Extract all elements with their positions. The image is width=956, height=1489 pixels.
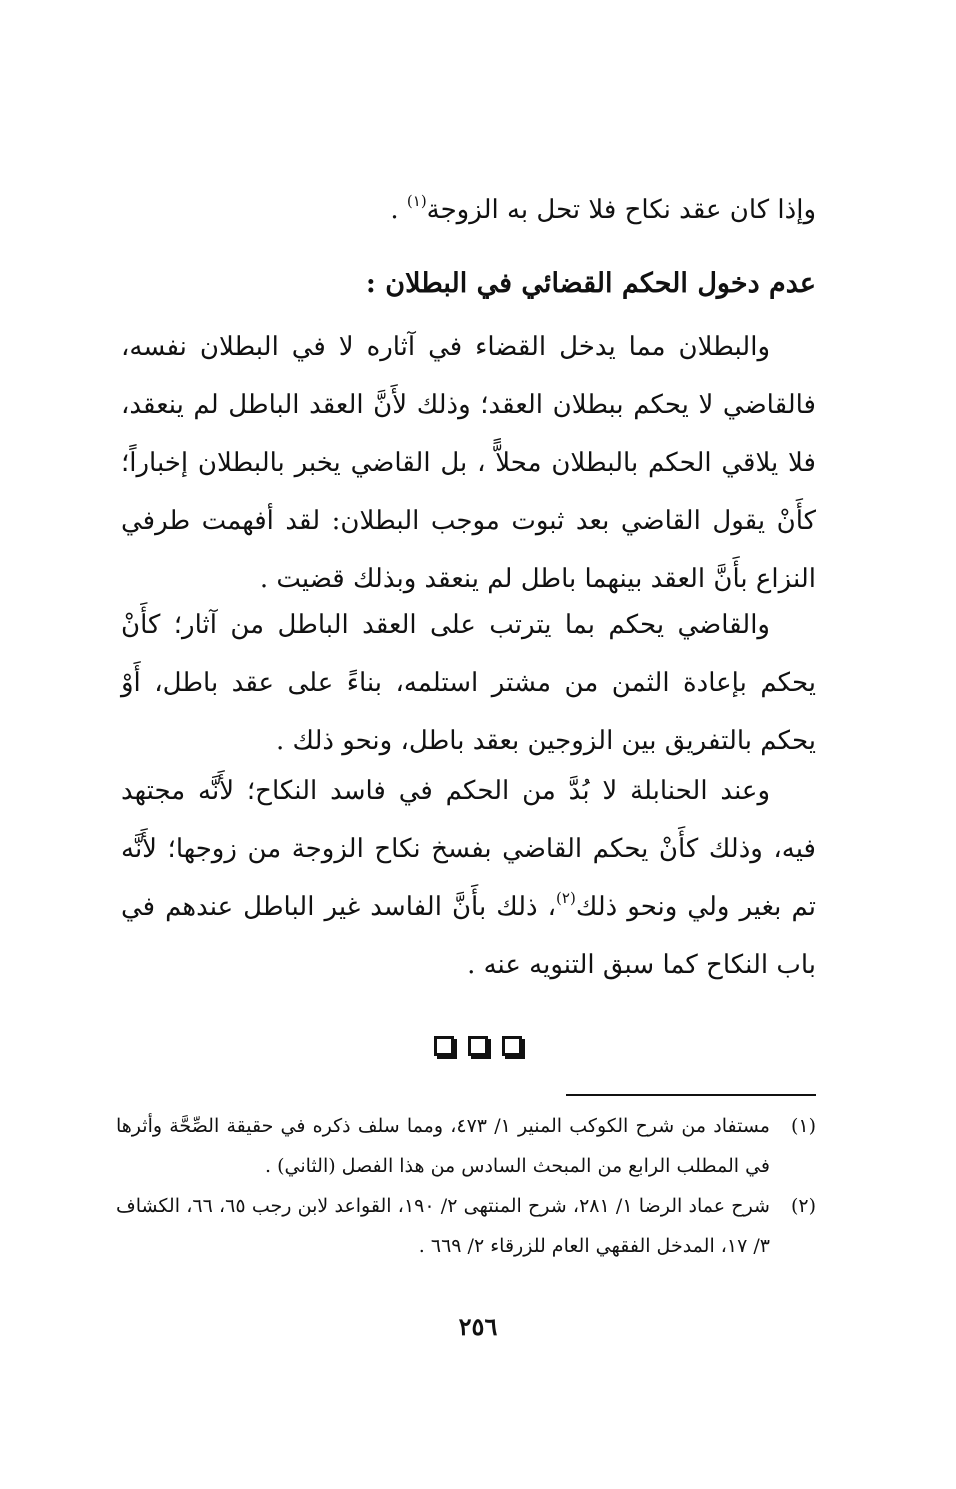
footnotes (116, 1106, 816, 1266)
separator-square-icon (434, 1036, 454, 1056)
separator-square-icon (502, 1036, 522, 1056)
paragraph-3 (121, 762, 816, 994)
paragraph-2: والقاضي يحكم بما يترتب على العقد الباطل من آثار؛ كأَنْ يحكم بإعادة الثمن من مشتر استلمه، بناءً على عقد باطل، أَوْ يحكم بالتفريق بين الزوجين بعقد باطل، ونحو ذلك . (121, 610, 816, 756)
page-number: ٢٥٦ (458, 1312, 498, 1341)
footnote-text: شرح عماد الرضا ١/ ٢٨١، شرح المنتهى ٢/ ١٩٠، القواعد لابن رجب ٦٥، ٦٦، الكشاف ٣/ ١٧، المدخل الفقهي العام للزرقاء ٢/ ٦٦٩ . (116, 1195, 770, 1257)
footnote-1 (116, 1106, 816, 1186)
paragraph-1: والبطلان مما يدخل القضاء في آثاره لا في البطلان نفسه، فالقاضي لا يحكم ببطلان العقد؛ وذلك لأَنَّ العقد الباطل لم ينعقد، فلا يلاقي الحكم بالبطلان محلاًّ ، بل القاضي يخبر بالبطلان إخباراً؛ كأَنْ يقول القاضي بعد ثبوت موجب البطلان: لقد أفهمت طرفي النزاع بأَنَّ العقد بينهما باطل لم ينعقد وبذلك قضيت . (121, 332, 816, 594)
opening-line-tail: . (390, 195, 407, 225)
footnote-ref-2[interactable]: (٢) (556, 889, 576, 907)
opening-line-text: وإذا كان عقد نكاح فلا تحل به الزوجة (426, 195, 816, 225)
footnote-ref-1[interactable]: (١) (406, 192, 427, 210)
footnote-divider (566, 1094, 816, 1096)
footnote-number: (٢) (790, 1195, 816, 1217)
footnote-number: (١) (790, 1115, 816, 1137)
section-heading: عدم دخول الحكم القضائي في البطلان : (365, 268, 816, 299)
section-separator (0, 1036, 956, 1060)
paragraph-3-after-ref: ، ذلك بأَنَّ الفاسد غير الباطل عندهم في باب النكاح كما سبق التنويه عنه . (121, 892, 816, 980)
footnote-2 (116, 1186, 816, 1266)
separator-square-icon (468, 1036, 488, 1056)
footnote-text: مستفاد من شرح الكوكب المنير ١/ ٤٧٣، ومما سلف ذكره في حقيقة الصِّحَّة وأثرها في المطلب الرابع من المبحث السادس من هذا الفصل (الثاني) . (116, 1115, 770, 1177)
opening-line (121, 180, 816, 240)
paragraph-3-before-ref: وعند الحنابلة لا بُدَّ من الحكم في فاسد النكاح؛ لأَنَّه مجتهد فيه، وذلك كأَنْ يحكم القاضي بفسخ نكاح الزوجة من زوجها؛ لأَنَّه تم بغير ولي ونحو ذلك (121, 776, 816, 922)
